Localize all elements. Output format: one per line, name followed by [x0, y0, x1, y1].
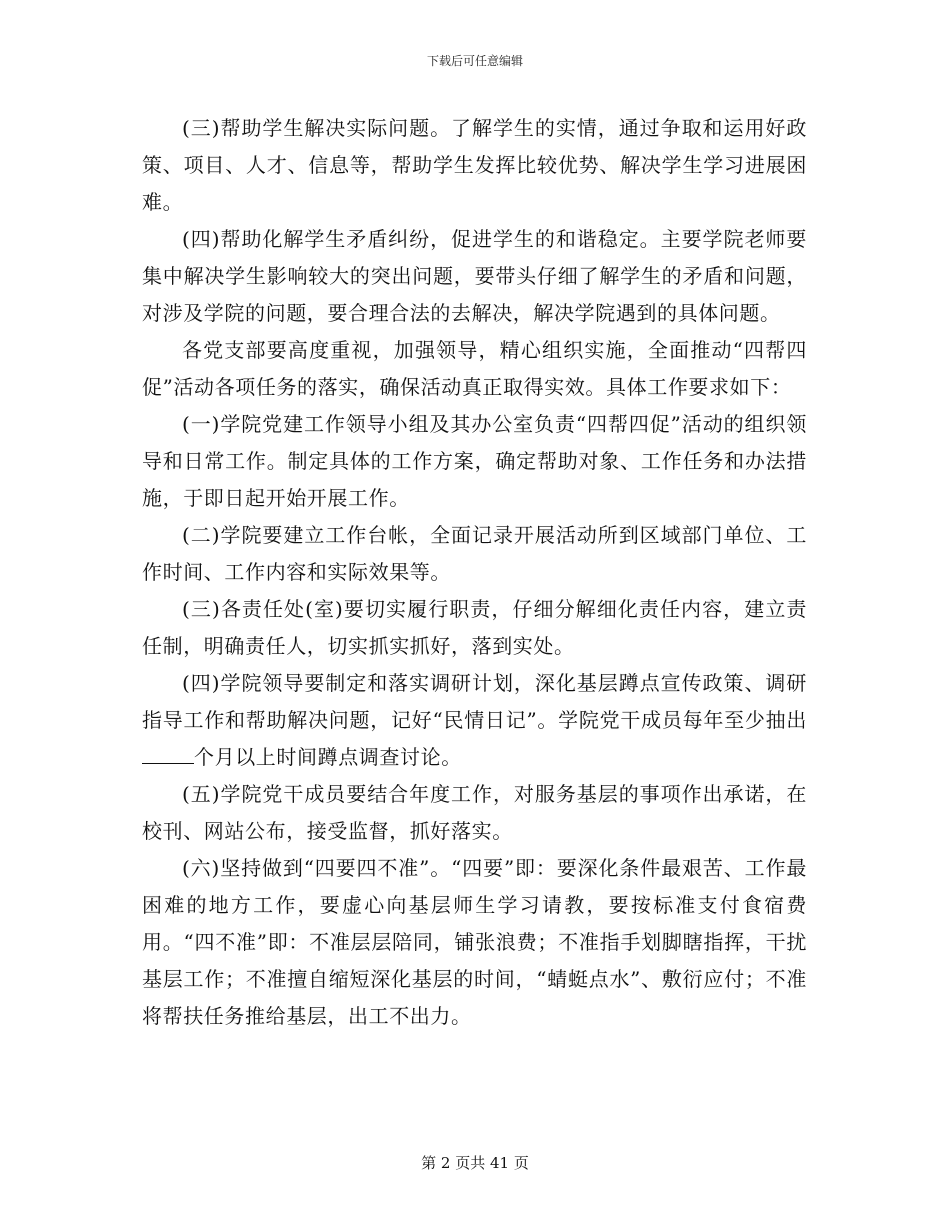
paragraph-help-solve-problems: (三)帮助学生解决实际问题。了解学生的实情，通过争取和运用好政策、项目、人才、信息等，帮助学生发挥比较优势、解决学生学习进展困难。: [142, 116, 807, 214]
requirement-4-text-before: (四)学院领导要制定和落实调研计划，深化基层蹲点宣传政策、调研指导工作和帮助解决问题，记好“民情日记”。学院党干成员每年至少抽出: [142, 671, 807, 732]
paragraph-requirement-2: (二)学院要建立工作台帐，全面记录开展活动所到区域部门单位、工作时间、工作内容和实际效果等。: [142, 523, 807, 584]
paragraph-requirements-intro: 各党支部要高度重视，加强领导，精心组织实施，全面推动“四帮四促”活动各项任务的落实，确保活动真正取得实效。具体工作要求如下：: [142, 338, 807, 399]
paragraph-requirement-6: (六)坚持做到“四要四不准”。“四要”即：要深化条件最艰苦、工作最困难的地方工作，要虚心向基层师生学习请教，要按标准支付食宿费用。“四不准”即：不准层层陪同，铺张浪费；不准指手划脚瞎指挥，干扰基层工作；不准擅自缩短深化基层的时间，“蜻蜓点水”、敷衍应付；不准将帮扶任务推给基层，出工不出力。: [142, 856, 807, 1028]
requirement-4-text-after: 个月以上时间蹲点调查讨论。: [194, 745, 462, 769]
paragraph-requirement-3: (三)各责任处(室)要切实履行职责，仔细分解细化责任内容，建立责任制，明确责任人，切实抓实抓好，落到实处。: [142, 597, 807, 658]
page-number-footer: 第 2 页共 41 页: [421, 1154, 529, 1172]
fill-in-blank: [142, 745, 194, 764]
paragraph-resolve-disputes: (四)帮助化解学生矛盾纠纷，促进学生的和谐稳定。主要学院老师要集中解决学生影响较大的突出问题，要带头仔细了解学生的矛盾和问题，对涉及学院的问题，要合理合法的去解决，解决学院遇到的具体问题。: [142, 227, 807, 325]
paragraph-requirement-4: [142, 665, 807, 776]
page-header: 下载后可任意编辑: [426, 54, 523, 68]
paragraph-requirement-5: (五)学院党干成员要结合年度工作，对服务基层的事项作出承诺，在校刊、网站公布，接受监督，抓好落实。: [142, 782, 807, 843]
document-body: [142, 110, 807, 1035]
paragraph-requirement-1: (一)学院党建工作领导小组及其办公室负责“四帮四促”活动的组织领导和日常工作。制定具体的工作方案，确定帮助对象、工作任务和办法措施，于即日起开始开展工作。: [142, 412, 807, 510]
